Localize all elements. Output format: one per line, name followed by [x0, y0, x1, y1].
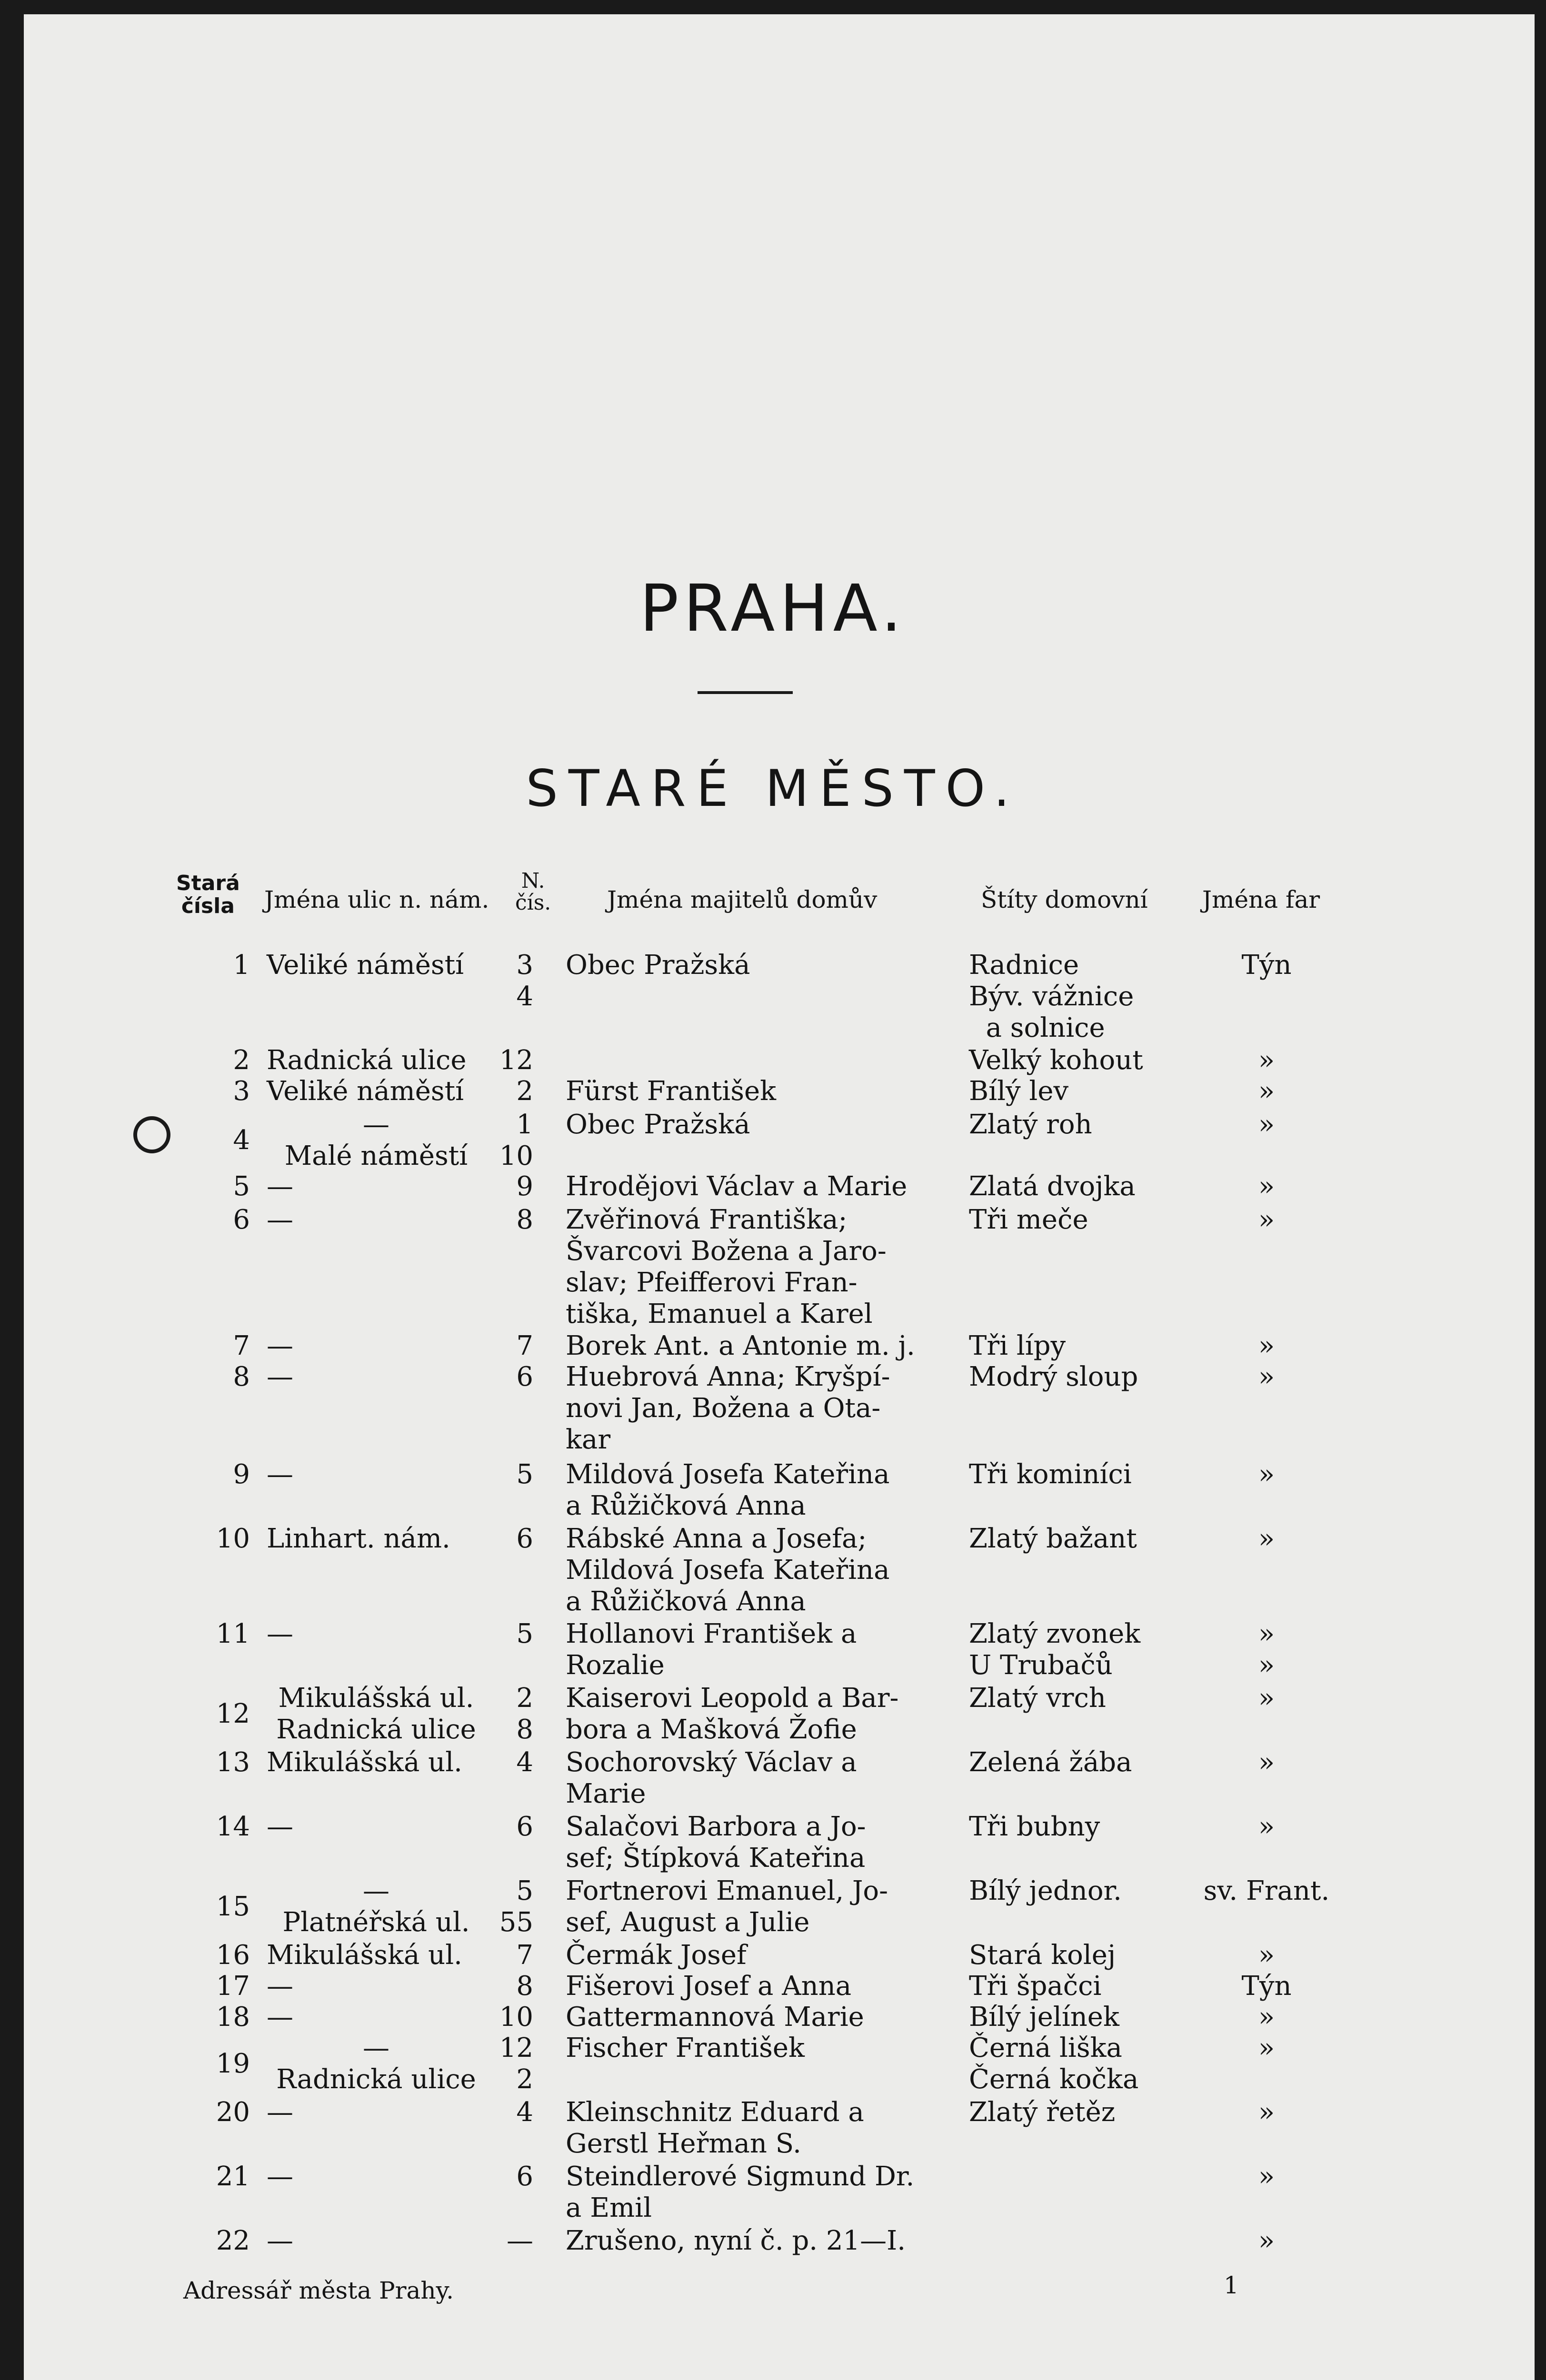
row-street: Mikulášská ul. — [267, 1747, 462, 1778]
row-new-number: 4 — [516, 2097, 533, 2128]
row-owners: Hollanovi František a Rozalie — [566, 1618, 857, 1681]
row-parish: » — [1258, 1361, 1275, 1392]
row-street: — — [267, 1971, 293, 2002]
row-old-number: 21 — [216, 2161, 250, 2192]
row-owners: Huebrová Anna; Kryšpí- novi Jan, Božena a Ota- kar — [566, 1361, 890, 1455]
row-owners: Obec Pražská — [566, 950, 750, 981]
row-street: — — [267, 1811, 293, 1842]
header-new-no: N. čís. — [515, 869, 551, 915]
row-new-number: — — [507, 2225, 533, 2256]
row-owners: Obec Pražská — [566, 1109, 750, 1140]
row-owners: Mildová Josefa Kateřina a Růžičková Anna — [566, 1459, 890, 1521]
row-owners: Zvěřinová Františka; Švarcovi Božena a Jaro- slav; Pfeifferovi Fran- tiška, Emanuel a Karel — [566, 1204, 887, 1329]
row-old-number: 17 — [216, 1971, 250, 2002]
header-parish: Jména far — [1202, 886, 1320, 913]
punch-hole-mark — [133, 1116, 170, 1153]
row-house-sign: Černá liška Černá kočka — [969, 2033, 1139, 2095]
header-owners: Jména majitelů domův — [607, 886, 878, 913]
row-house-sign: Tři bubny — [969, 1811, 1100, 1842]
row-old-number: 1 — [233, 950, 250, 981]
row-street: — — [267, 1330, 293, 1361]
row-new-number: 6 — [516, 1811, 533, 1842]
row-old-number: 2 — [233, 1045, 250, 1076]
row-old-number: 13 — [216, 1747, 250, 1778]
row-new-number: 10 — [499, 2002, 533, 2033]
scan-edge-top — [0, 0, 1546, 14]
row-owners: Salačovi Barbora a Jo- sef; Štípková Kateřina — [566, 1811, 866, 1874]
row-new-number: 1 10 — [499, 1109, 533, 1171]
row-house-sign: Stará kolej — [969, 1940, 1116, 1971]
row-new-number: 12 — [499, 1045, 533, 1076]
row-old-number: 19 — [216, 2048, 250, 2079]
row-street: Veliké náměstí — [267, 1076, 464, 1107]
row-parish: » — [1258, 1747, 1275, 1778]
row-parish: » — [1258, 1171, 1275, 1202]
row-owners: Kleinschnitz Eduard a Gerstl Heřman S. — [566, 2097, 864, 2159]
row-house-sign: Bílý lev — [969, 1076, 1069, 1107]
row-parish: » — [1258, 1109, 1275, 1140]
row-house-sign: Zlatá dvojka — [969, 1171, 1136, 1202]
row-owners: Zrušeno, nyní č. p. 21—I. — [566, 2225, 906, 2256]
header-street: Jména ulic n. nám. — [264, 886, 489, 913]
row-parish: » — [1258, 1045, 1275, 1076]
row-parish: » — [1258, 1940, 1275, 1971]
row-owners: Hrodějovi Václav a Marie — [566, 1171, 908, 1202]
row-house-sign: Modrý sloup — [969, 1361, 1138, 1392]
header-signs: Štíty domovní — [981, 886, 1148, 913]
row-new-number: 9 — [516, 1171, 533, 1202]
row-owners: Fischer František — [566, 2033, 805, 2063]
row-street: — — [267, 2002, 293, 2033]
row-old-number: 16 — [216, 1940, 250, 1971]
row-new-number: 5 55 — [499, 1875, 533, 1938]
row-street: — — [267, 1459, 293, 1490]
row-house-sign: Tři lípy — [969, 1330, 1066, 1361]
row-old-number: 18 — [216, 2002, 250, 2033]
page-title: PRAHA. — [639, 571, 907, 646]
row-new-number: 3 4 — [516, 950, 533, 1012]
row-house-sign: Bílý jednor. — [969, 1875, 1122, 1906]
row-street: — — [267, 1361, 293, 1392]
row-old-number: 3 — [233, 1076, 250, 1107]
row-old-number: 9 — [233, 1459, 250, 1490]
row-old-number: 12 — [216, 1698, 250, 1729]
row-old-number: 14 — [216, 1811, 250, 1842]
row-new-number: 5 — [516, 1618, 533, 1649]
row-new-number: 5 — [516, 1459, 533, 1490]
row-street: Mikulášská ul. Radnická ulice — [276, 1683, 476, 1745]
row-new-number: 2 — [516, 1076, 533, 1107]
row-street: — — [267, 1171, 293, 1202]
row-new-number: 12 2 — [499, 2033, 533, 2095]
row-owners: Čermák Josef — [566, 1940, 747, 1971]
row-owners: Fortnerovi Emanuel, Jo- sef, August a Julie — [566, 1875, 888, 1938]
row-parish: Týn — [1241, 950, 1292, 981]
row-house-sign: Zlatý zvonek U Trubačů — [969, 1618, 1141, 1681]
footer-text: Adressář města Prahy. — [183, 2277, 454, 2304]
row-owners: Fišerovi Josef a Anna — [566, 1971, 852, 2002]
row-parish: » — [1258, 2097, 1275, 2128]
row-owners: Kaiserovi Leopold a Bar- bora a Mašková Žofie — [566, 1683, 899, 1745]
scan-edge-right — [1535, 0, 1546, 2380]
row-parish: » » — [1258, 1618, 1275, 1681]
row-owners: Steindlerové Sigmund Dr. a Emil — [566, 2161, 915, 2223]
row-house-sign: Radnice Býv. vážnice a solnice — [969, 950, 1134, 1043]
row-parish: Týn — [1241, 1971, 1292, 2002]
row-street: — Radnická ulice — [276, 2033, 476, 2095]
row-parish: » — [1258, 2225, 1275, 2256]
row-house-sign: Bílý jelínek — [969, 2002, 1119, 2033]
row-house-sign: Zlatý řetěz — [969, 2097, 1116, 2128]
row-street: — — [267, 1618, 293, 1649]
row-new-number: 7 — [516, 1330, 533, 1361]
row-house-sign: Velký kohout — [969, 1045, 1143, 1076]
row-old-number: 11 — [216, 1618, 250, 1649]
row-parish: » — [1258, 1811, 1275, 1842]
row-new-number: 2 8 — [516, 1683, 533, 1745]
row-house-sign: Tři kominíci — [969, 1459, 1132, 1490]
row-new-number: 7 — [516, 1940, 533, 1971]
row-owners: Sochorovský Václav a Marie — [566, 1747, 857, 1809]
row-new-number: 6 — [516, 1361, 533, 1392]
row-old-number: 15 — [216, 1891, 250, 1922]
row-street: Linhart. nám. — [267, 1523, 450, 1554]
page-subtitle: STARÉ MĚSTO. — [526, 759, 1020, 818]
row-street: — Platnéřská ul. — [282, 1875, 470, 1938]
row-parish: » — [1258, 1076, 1275, 1107]
row-house-sign: Zlatý vrch — [969, 1683, 1106, 1714]
row-street: — — [267, 2225, 293, 2256]
row-parish: » — [1258, 1459, 1275, 1490]
row-house-sign: Zlatý roh — [969, 1109, 1092, 1140]
row-street: Radnická ulice — [267, 1045, 467, 1076]
title-rule — [698, 691, 793, 694]
row-new-number: 8 — [516, 1971, 533, 2002]
page-number: 1 — [1224, 2271, 1239, 2299]
row-parish: » — [1258, 2002, 1275, 2033]
row-house-sign: Tři meče — [969, 1204, 1088, 1235]
row-new-number: 8 — [516, 1204, 533, 1235]
row-old-number: 10 — [216, 1523, 250, 1554]
row-old-number: 20 — [216, 2097, 250, 2128]
row-owners: Gattermannová Marie — [566, 2002, 864, 2033]
row-parish: » — [1258, 1204, 1275, 1235]
row-parish: » — [1258, 2033, 1275, 2063]
row-owners: Fürst František — [566, 1076, 777, 1107]
row-old-number: 6 — [233, 1204, 250, 1235]
header-old-no: Stará čísla — [176, 871, 240, 918]
row-house-sign: Zelená žába — [969, 1747, 1132, 1778]
row-old-number: 22 — [216, 2225, 250, 2256]
row-street: — — [267, 2097, 293, 2128]
row-old-number: 4 — [233, 1125, 250, 1156]
row-parish: sv. Frant. — [1203, 1875, 1330, 1906]
row-new-number: 6 — [516, 2161, 533, 2192]
row-old-number: 7 — [233, 1330, 250, 1361]
row-street: Mikulášská ul. — [267, 1940, 462, 1971]
row-parish: » — [1258, 1523, 1275, 1554]
row-new-number: 6 — [516, 1523, 533, 1554]
row-street: — — [267, 2161, 293, 2192]
row-old-number: 5 — [233, 1171, 250, 1202]
row-owners: Rábské Anna a Josefa; Mildová Josefa Kateřina a Růžičková Anna — [566, 1523, 890, 1617]
row-house-sign: Zlatý bažant — [969, 1523, 1137, 1554]
scan-edge-left — [0, 0, 24, 2380]
row-new-number: 4 — [516, 1747, 533, 1778]
row-old-number: 8 — [233, 1361, 250, 1392]
row-street: — — [267, 1204, 293, 1235]
row-street: — Malé náměstí — [284, 1109, 468, 1171]
row-parish: » — [1258, 2161, 1275, 2192]
row-house-sign: Tři špačci — [969, 1971, 1102, 2002]
row-owners: Borek Ant. a Antonie m. j. — [566, 1330, 915, 1361]
row-parish: » — [1258, 1330, 1275, 1361]
row-parish: » — [1258, 1683, 1275, 1714]
row-street: Veliké náměstí — [267, 950, 464, 981]
